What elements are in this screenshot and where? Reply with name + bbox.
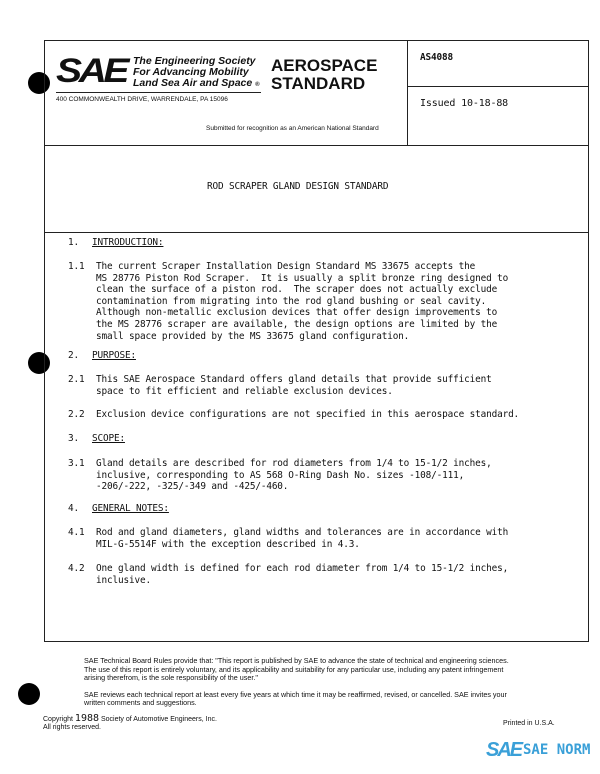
divider (44, 145, 589, 146)
section-number: 2. (68, 350, 79, 361)
tagline-line: Land Sea Air and Space (133, 77, 253, 89)
paragraph-line: inclusive, corresponding to AS 568 O-Ring Dash No. sizes -108/-111, (96, 469, 465, 481)
section-heading: SCOPE: (92, 433, 125, 444)
paragraph-line: This SAE Aerospace Standard offers gland details that provide sufficient (96, 374, 492, 385)
paragraph-line: small space provided by the MS 33675 gland configuration. (96, 330, 410, 342)
paragraph-line: Exclusion device configurations are not specified in this aerospace standard. (96, 409, 520, 420)
section-2-1 (68, 374, 492, 397)
section-number: 4.2 (68, 563, 85, 574)
section-1 (68, 237, 163, 249)
document-title: ROD SCRAPER GLAND DESIGN STANDARD (207, 181, 389, 192)
copyright (43, 715, 217, 733)
doc-type-line: AEROSPACE (271, 56, 378, 75)
section-4-2 (68, 563, 508, 586)
paragraph-line: Rod and gland diameters, gland widths and tolerances are in accordance with (96, 527, 509, 538)
tagline-line: For Advancing Mobility (133, 66, 249, 78)
address: 400 COMMONWEALTH DRIVE, WARRENDALE, PA 15096 (56, 96, 228, 103)
paragraph-line: the MS 28776 scraper are available, the design options are limited by the (96, 318, 498, 330)
section-heading: INTRODUCTION: (92, 237, 164, 248)
section-number: 4. (68, 503, 79, 514)
ansi-note: Submitted for recognition as an American National Standard (206, 125, 379, 132)
section-number: 2.1 (68, 374, 85, 385)
issued-date: Issued 10-18-88 (420, 98, 509, 109)
society-tagline (133, 56, 260, 91)
paragraph-line: space to fit efficient and reliable exclusion devices. (96, 385, 393, 397)
paragraph-line: -206/-222, -325/-349 and -425/-460. (96, 481, 289, 493)
footer-line: The use of this report is entirely voluntary, and its applicability and suitability for any particular use, including any patent infringement (84, 664, 504, 674)
section-number: 1.1 (68, 261, 85, 272)
doc-type-line: STANDARD (271, 74, 366, 93)
paragraph-line: contamination from migrating into the rod gland bushing or seal cavity. (96, 295, 487, 307)
paragraph-line: inclusive. (96, 574, 151, 586)
footer-line: arising therefrom, is the sole responsibility of the user." (84, 673, 258, 683)
section-4-1 (68, 527, 508, 550)
doc-type (271, 57, 377, 93)
section-3 (68, 433, 125, 445)
copyright-label: Copyright (43, 716, 73, 723)
paragraph-line: clean the surface of a piston rod. The scraper does not actually exclude (96, 284, 498, 296)
section-number: 1. (68, 237, 79, 248)
doc-number: AS4088 (420, 52, 453, 63)
divider (44, 232, 589, 233)
section-number: 3. (68, 433, 79, 444)
section-1-1 (68, 261, 508, 342)
section-number: 2.2 (68, 409, 85, 420)
paragraph-line: Although non-metallic exclusion devices that offer design improvements to (96, 307, 498, 319)
section-heading: GENERAL NOTES: (92, 503, 169, 514)
section-number: 3.1 (68, 458, 85, 469)
watermark-text: SAE NORM (523, 742, 591, 758)
tagline-line: The Engineering Society (133, 55, 256, 67)
sae-logo: SAE (56, 52, 127, 90)
section-2-2 (68, 409, 519, 421)
section-number: 4.1 (68, 527, 85, 538)
footer-line: written comments and suggestions. (84, 698, 197, 708)
rights-reserved: All rights reserved. (43, 724, 101, 732)
section-heading: PURPOSE: (92, 350, 136, 361)
footer-line: SAE Technical Board Rules provide that: "This report is published by SAE to advance the state of technical and engineering sciences. (84, 656, 509, 665)
paragraph-line: Gland details are described for rod diameters from 1/4 to 15-1/2 inches, (96, 458, 492, 469)
rule (56, 92, 261, 93)
divider (407, 40, 408, 145)
section-3-1 (68, 458, 492, 493)
footer-rules (84, 657, 509, 708)
copyright-year: 1988 (74, 713, 100, 724)
paragraph-line: MIL-G-5514F with the exception described in 4.3. (96, 538, 360, 550)
section-4 (68, 503, 169, 515)
registered-mark: ® (255, 82, 260, 88)
footer-line: SAE reviews each technical report at least every five years at which time it may be reaffirmed, revised, or cancelled. SAE invites your (84, 689, 507, 699)
section-2 (68, 350, 136, 362)
punch-hole (18, 683, 40, 705)
printed-in: Printed in U.S.A. (503, 720, 555, 727)
watermark-logo: SAE (486, 739, 522, 761)
copyright-owner: Society of Automotive Engineers, Inc. (100, 716, 217, 723)
paragraph-line: The current Scraper Installation Design Standard MS 33675 accepts the (96, 261, 476, 272)
paragraph-line: MS 28776 Piston Rod Scraper. It is usually a split bronze ring designed to (96, 272, 509, 284)
paragraph-line: One gland width is defined for each rod diameter from 1/4 to 15-1/2 inches, (96, 563, 509, 574)
divider (407, 86, 588, 87)
